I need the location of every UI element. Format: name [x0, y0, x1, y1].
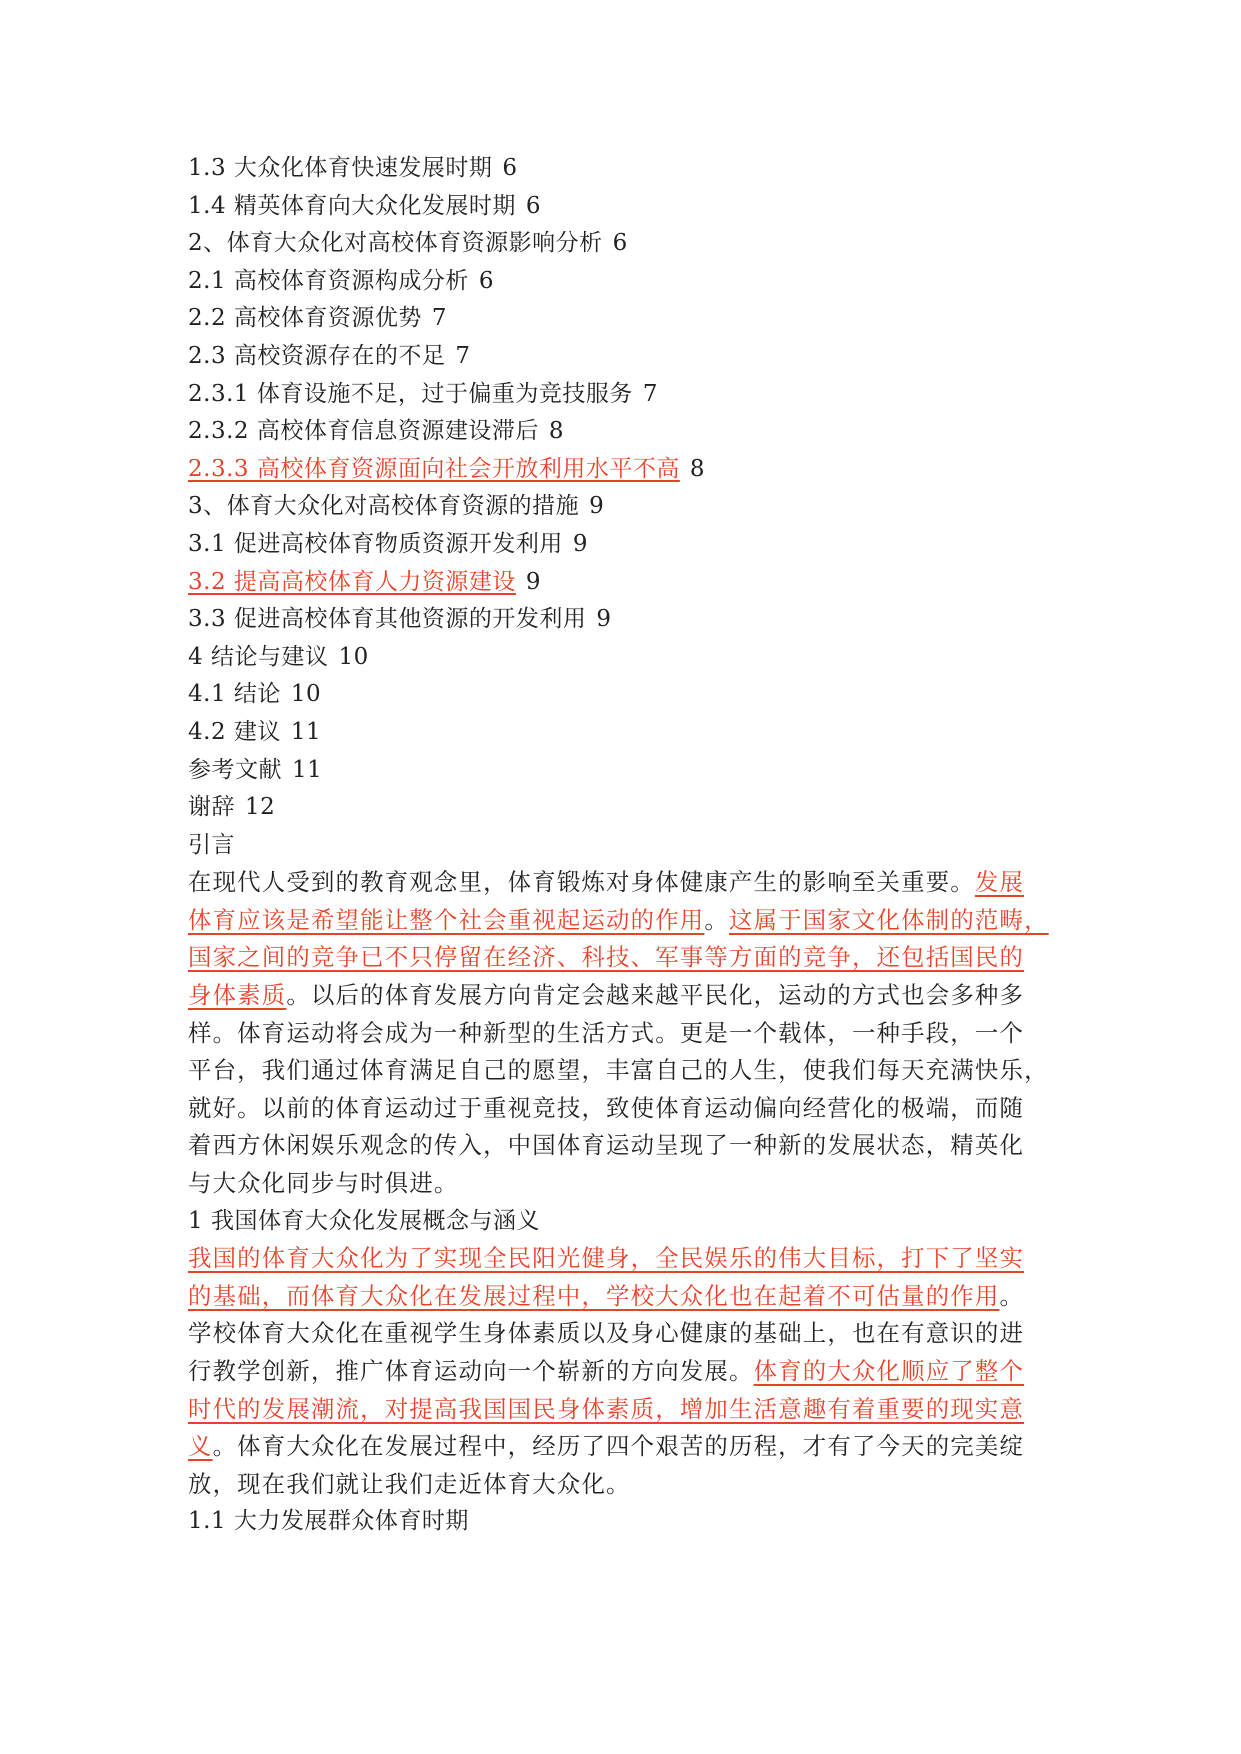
toc-entry[interactable]: [188, 376, 1088, 414]
toc-entry-page-number: 8: [548, 418, 564, 445]
toc-entry-page-number: 8: [689, 455, 705, 482]
toc-entry-title: 2.2 高校体育资源优势: [188, 305, 422, 332]
section-1-heading: 1 我国体育大众化发展概念与涵义: [188, 1207, 540, 1234]
highlighted-text: 体育的大众化顺应了整个: [753, 1357, 1025, 1385]
section-1-1-heading: 1.1 大力发展群众体育时期: [188, 1508, 469, 1535]
paragraph-line: [188, 1240, 1088, 1278]
highlighted-text: 时代的发展潮流，对提高我国国民身体素质，增加生活意趣有着重要的现实意: [188, 1394, 1025, 1423]
highlighted-text: 我国的体育大众化为了实现全民阳光健身，全民娱乐的伟大目标，打下了坚实: [188, 1244, 1025, 1273]
body-text: 在现代人受到的教育观念里，体育锻炼对身体健康产生的影响至关重要。: [188, 868, 975, 897]
highlighted-text: 发展: [974, 868, 1025, 897]
toc-entry-title: 参考文献: [188, 756, 282, 783]
toc-entry-title: 2、体育大众化对高校体育资源影响分析: [188, 230, 603, 257]
paragraph-line: [188, 1052, 1088, 1090]
toc-entry[interactable]: [188, 639, 1088, 677]
toc-entry[interactable]: [188, 188, 1088, 226]
toc-entry-page-number: 6: [612, 230, 628, 257]
toc-entry[interactable]: [188, 150, 1088, 188]
intro-heading: 引言: [188, 831, 235, 858]
toc-entry-title: 2.3 高校资源存在的不足: [188, 342, 446, 369]
toc-entry[interactable]: [188, 789, 1088, 827]
body-text: 平台，我们通过体育满足自己的愿望，丰富自己的人生，使我们每天充满快乐，: [188, 1056, 1049, 1085]
toc-entry[interactable]: [188, 676, 1088, 714]
body-text: 样。体育运动将会成为一种新型的生活方式。更是一个载体，一种手段，一个: [188, 1018, 1025, 1047]
body-text: 着西方休闲娱乐观念的传入，中国体育运动呈现了一种新的发展状态，精英化: [188, 1131, 1025, 1160]
toc-entry[interactable]: [188, 263, 1088, 301]
toc-entry-title: 2.1 高校体育资源构成分析: [188, 267, 469, 294]
body-text: 行教学创新，推广体育运动向一个崭新的方向发展。: [188, 1357, 754, 1385]
highlighted-text: 体育应该是希望能让整个社会重视起运动的作用: [188, 905, 705, 934]
paragraph-line: [188, 1391, 1088, 1429]
toc-entry-title: 3、体育大众化对高校体育资源的措施: [188, 493, 580, 520]
paragraph-line: [188, 1353, 1088, 1391]
intro-paragraph: [188, 864, 1088, 1202]
paragraph-line: [188, 1315, 1088, 1353]
highlighted-text: 义: [188, 1432, 213, 1461]
body-text: 。体育大众化在发展过程中，经历了四个艰苦的历程，才有了今天的完美绽: [212, 1432, 1025, 1461]
toc-entry-page-number: 9: [596, 606, 612, 633]
toc-entry-page-number: 10: [338, 643, 369, 670]
highlighted-text: 的基础，而体育大众化在发展过程中，学校大众化也在起着不可估量的作用: [188, 1281, 1000, 1310]
paragraph-line: [188, 1015, 1088, 1053]
toc-entry-title: 2.3.1 体育设施不足，过于偏重为竞技服务: [188, 380, 633, 407]
body-text: 与大众化同步与时俱进。: [188, 1169, 459, 1198]
toc-entry-page-number: 7: [642, 380, 658, 407]
toc-entry[interactable]: [188, 300, 1088, 338]
paragraph-line: [188, 864, 1088, 902]
toc-entry-page-number: 10: [290, 681, 322, 708]
toc-entry-page-number: 11: [290, 718, 322, 745]
highlighted-text: 这属于国家文化体制的范畴，: [729, 905, 1049, 934]
toc-entry[interactable]: [188, 752, 1088, 790]
toc-entry[interactable]: [188, 714, 1088, 752]
toc-entry-page-number: 12: [245, 794, 276, 821]
toc-entry-title: 2.3.2 高校体育信息资源建设滞后: [188, 418, 539, 445]
toc-entry-page-number: 7: [431, 305, 448, 332]
paragraph-line: [188, 1466, 1088, 1504]
highlighted-text: 国家之间的竞争已不只停留在经济、科技、军事等方面的竞争，还包括国民的: [188, 943, 1025, 972]
paragraph-line: [188, 1278, 1088, 1316]
toc-entry-page-number: 9: [589, 493, 605, 520]
toc-entry[interactable]: [188, 601, 1088, 639]
toc-entry-title: 1.3 大众化体育快速发展时期: [188, 155, 493, 181]
document-content: [188, 150, 1088, 1541]
toc-entry-page-number: 11: [292, 756, 323, 783]
table-of-contents: [188, 150, 1088, 827]
toc-entry-page-number: 6: [478, 267, 495, 294]
toc-entry[interactable]: [188, 526, 1088, 564]
toc-entry[interactable]: [188, 564, 1088, 602]
toc-entry-title: 2.3.3 高校体育资源面向社会开放利用水平不高: [188, 455, 680, 482]
toc-entry[interactable]: [188, 225, 1088, 263]
body-text: 。: [704, 905, 729, 934]
toc-entry[interactable]: [188, 451, 1088, 489]
body-text: 就好。以前的体育运动过于重视竞技，致使体育运动偏向经营化的极端，而随: [188, 1093, 1025, 1122]
paragraph-line: [188, 1090, 1088, 1128]
body-text: 放，现在我们就让我们走近体育大众化。: [188, 1469, 631, 1498]
toc-entry[interactable]: [188, 488, 1088, 526]
toc-entry-page-number: 7: [455, 342, 471, 369]
paragraph-line: [188, 1127, 1088, 1165]
toc-entry-title: 3.2 提高高校体育人力资源建设: [188, 568, 516, 595]
toc-entry-title: 3.3 促进高校体育其他资源的开发利用: [188, 606, 587, 633]
paragraph-line: [188, 902, 1088, 940]
toc-entry[interactable]: [188, 338, 1088, 376]
toc-entry-title: 4.2 建议: [188, 718, 281, 745]
body-text: 学校体育大众化在重视学生身体素质以及身心健康的基础上，也在有意识的进: [188, 1319, 1025, 1348]
toc-entry[interactable]: [188, 413, 1088, 451]
toc-entry-title: 4.1 结论: [188, 681, 281, 708]
toc-entry-page-number: 9: [572, 530, 589, 557]
paragraph-line: [188, 1165, 1088, 1203]
toc-entry-title: 3.1 促进高校体育物质资源开发利用: [188, 530, 563, 557]
body-text: 。: [999, 1281, 1025, 1310]
toc-entry-title: 1.4 精英体育向大众化发展时期: [188, 192, 516, 219]
body-text: 。以后的体育发展方向肯定会越来越平民化，运动的方式也会多种多: [286, 981, 1025, 1010]
toc-entry-title: 谢辞: [188, 794, 235, 821]
toc-entry-title: 4 结论与建议: [188, 643, 329, 670]
section-1-paragraph: [188, 1240, 1088, 1503]
toc-entry-page-number: 6: [502, 155, 518, 181]
paragraph-line: [188, 1428, 1088, 1466]
toc-entry-page-number: 6: [525, 192, 542, 219]
paragraph-line: [188, 977, 1088, 1015]
paragraph-line: [188, 939, 1088, 977]
highlighted-text: 身体素质: [188, 981, 287, 1010]
toc-entry-page-number: 9: [525, 568, 542, 595]
